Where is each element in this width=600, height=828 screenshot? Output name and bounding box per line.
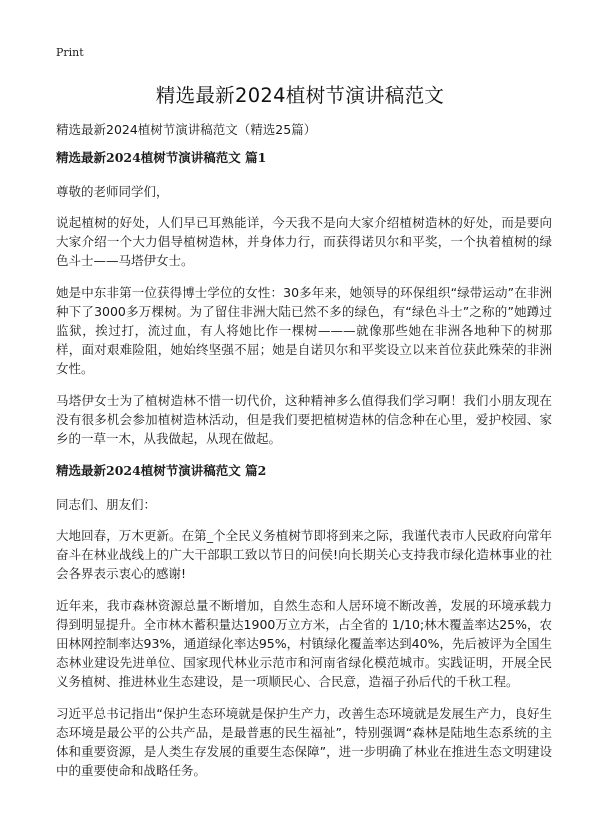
paragraph: 同志们、朋友们： bbox=[56, 497, 157, 512]
document-subtitle: 精选最新2024植树节演讲稿范文（精选25篇） bbox=[56, 122, 317, 137]
section-heading: 精选最新2024植树节演讲稿范文 篇2 bbox=[56, 463, 267, 478]
print-link[interactable]: Print bbox=[56, 46, 84, 59]
paragraph: 她是中东非第一位获得博士学位的女性：30多年来，她领导的环保组织“绿带运动”在非洲种下了3000多万棵树。为了留住非洲大陆已然不多的绿色，有“绿色斗士”之称的”她蹲过监狱，挨过打，流过血，有人将她比作一棵树———就像那些她在非洲各地种下的树那样，面对艰难险阻，她始终坚强不屈；她是自诺贝尔和平奖设立以来首位获此殊荣的非洲女性。 bbox=[56, 285, 552, 376]
section-heading: 精选最新2024植树节演讲稿范文 篇1 bbox=[56, 150, 267, 165]
paragraph: 尊敬的老师同学们， bbox=[56, 184, 169, 199]
paragraph: 近年来，我市森林资源总量不断增加，自然生态和人居环境不断改善，发展的环境承载力得到明显提升。全市林木蓄积量达1900万立方米，占全省的 1/10;林木覆盖率达25%，农田林网控制率达93%，通道绿化率达95%，村镇绿化覆盖率达到40%，先后被评为全国生态林业建设先进单位、国家现代林业示范市和河南省绿化模范城市。实践证明，开展全民义务植树、推进林业生态建设，是一项顺民心、合民意，造福子孙后代的千秋工程。 bbox=[56, 598, 552, 689]
section-1 bbox=[56, 148, 552, 448]
page-title: 精选最新2024植树节演讲稿范文 bbox=[155, 84, 445, 107]
document-body bbox=[56, 148, 552, 793]
section-2 bbox=[56, 461, 552, 780]
paragraph: 马塔伊女士为了植树造林不惜一切代价，这种精神多么值得我们学习啊！我们小朋友现在没有很多机会参加植树造林活动，但是我们要把植树造林的信念种在心里，爱护校园、家乡的一草一木，从我做起，从现在做起。 bbox=[56, 393, 552, 446]
paragraph: 说起植树的好处，人们早已耳熟能详，今天我不是向大家介绍植树造林的好处，而是要向大家介绍一个大力倡导植树造林，并身体力行，而获得诺贝尔和平奖，一个执着植树的绿色斗士——马塔伊女士。 bbox=[56, 215, 552, 268]
paragraph: 习近平总书记指出“保护生态环境就是保护生产力，改善生态环境就是发展生产力，良好生态环境是最公平的公共产品，是最普惠的民生福祉”，特别强调“森林是陆地生态系统的主体和重要资源，是人类生存发展的重要生态保障”，进一步明确了林业在推进生态文明建设中的重要使命和战略任务。 bbox=[56, 706, 552, 778]
paragraph: 大地回春，万木更新。在第_个全民义务植树节即将到来之际，我谨代表市人民政府向常年奋斗在林业战线上的广大干部职工致以节日的问侯!向长期关心支持我市绿化造林事业的社会各界表示衷心的感谢! bbox=[56, 528, 552, 581]
